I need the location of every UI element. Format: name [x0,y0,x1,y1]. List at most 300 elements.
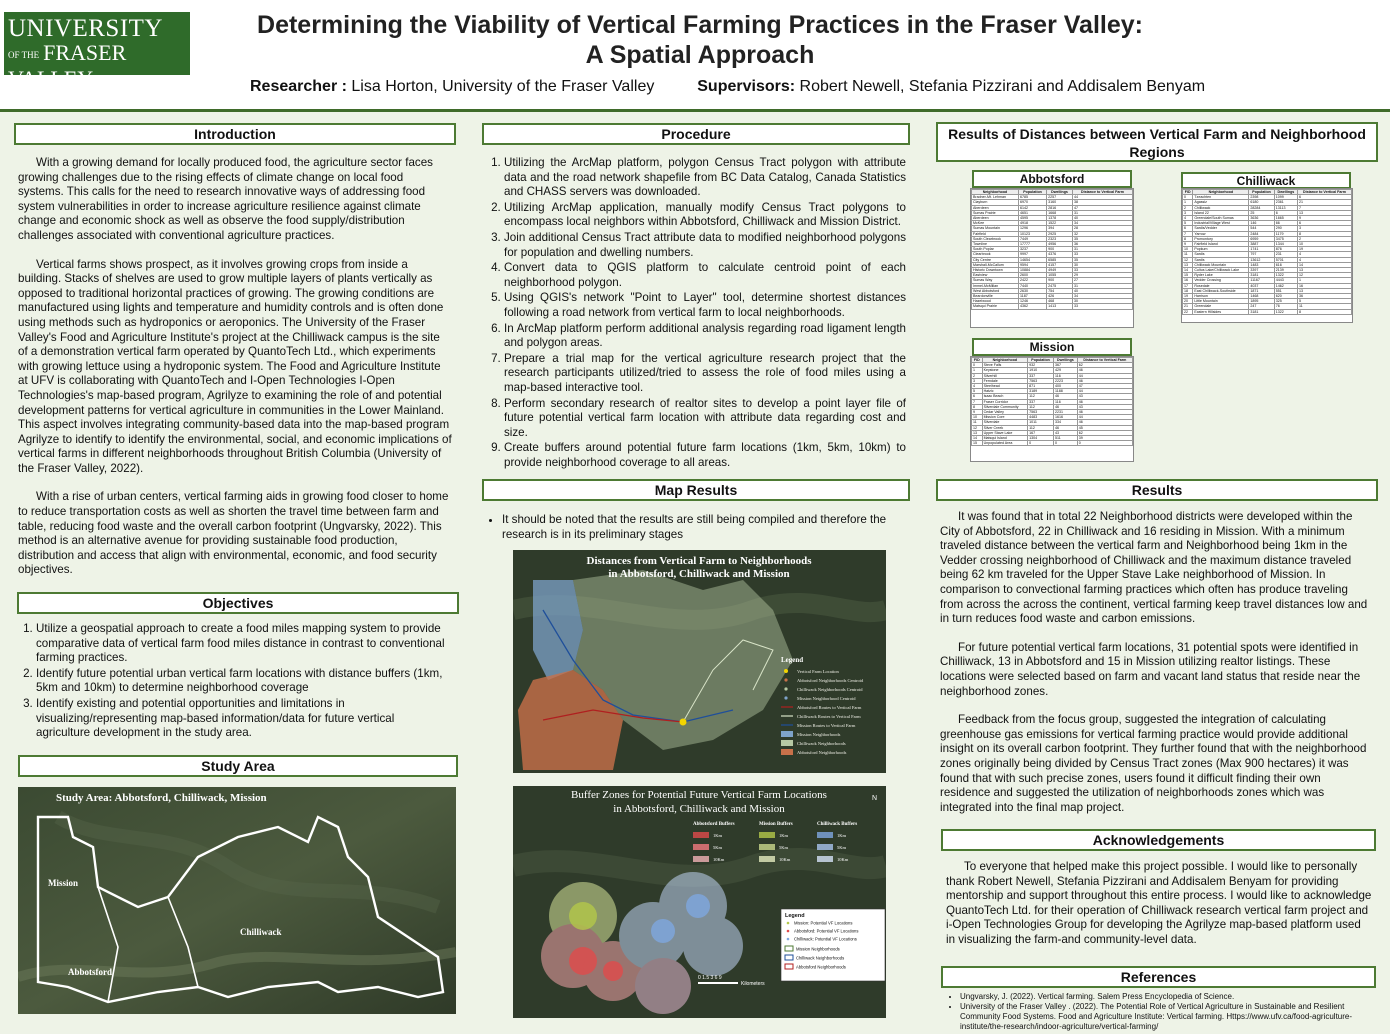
table-cell: 1055 [1047,273,1073,278]
logo-line1: UNIVERSITY [8,15,163,42]
acknowledgements-paragraph: To everyone that helped make this project possible. I would like to personally thank Robert Newell, Stefania Pizzirani and Addisalem Benyam for providing mentorship and support throughout this entire process. I would like to acknowledge QuantoTech Ltd. for their operation of Chilliwack research vertical farm project and i-Open Technologies Group for developing the Agrilyze map-based platform used in visualizing the farm-and community-level data. [946,860,1372,946]
table-cell: 16 [1298,283,1352,288]
table-header-cell: Dwellings [1274,190,1297,195]
table-cell: Steve Falls [982,363,1028,368]
table-cell: 15 [972,441,983,446]
results-paragraph-2: For future potential vertical farm locations, 31 potential spots were identified in Chilliwack, 13 in Abbotsford and 15 in Mission utilizing realtor listings. These locations were selected based on farm and vacant land status that reside near the neighborhood zones. [940,640,1361,698]
distances-legend-item: Chilliwack Neighborhoods [797,741,846,746]
table-cell: 7 [1298,205,1352,210]
procedure-item: 3. Join additional Census Tract attribute data to modified neighborhood polygons for population and dwelling numbers. [504,231,906,260]
table-cell: Ryder Lake [1193,273,1249,278]
poster-header [0,0,1390,112]
table-cell: 3 [1298,226,1352,231]
abbotsford-table [970,188,1134,328]
table-cell: Clayburn [972,200,1019,205]
references-list [946,992,1371,1032]
table-cell: 3475 [1274,236,1297,241]
buffer-legend-item: Abbotsford Neighborhoods [796,964,846,970]
table-header-cell: Neighborhood [972,190,1019,195]
table-cell: 3160 [1047,200,1073,205]
objective-item: 2. Identify future potential urban vertical farm locations with distance buffers (1km, 5km and 10km) to determine neighborhood coverage [36,667,448,696]
procedure-text [486,156,906,471]
table-cell: 1462 [1274,283,1297,288]
introduction-heading: Introduction [14,123,456,145]
table-cell: 4 [1298,257,1352,262]
table-cell: Townline [972,242,1019,247]
table-cell: 46 [1054,404,1078,409]
distances-heading: Results of Distances between Vertical Farm and Neighborhood Regions [936,122,1378,162]
table-cell: Upper Stave Lake [982,430,1028,435]
table-cell: Rosedale [1193,283,1249,288]
north-arrow: N [872,795,878,802]
table-header-cell: Distance to Vertical Farm [1298,190,1352,195]
table-cell: 4157 [1047,262,1073,267]
table-cell: 4362 [1018,304,1046,309]
table-cell: 9 [1183,242,1193,247]
table-cell: 7449 [1018,236,1046,241]
table-cell: 337 [1028,373,1054,378]
table-cell: 13113 [1274,205,1297,210]
table-cell: Matsqui Island [982,436,1028,441]
table-cell: 38 [1072,200,1132,205]
table-cell: 5 [1298,299,1352,304]
buffer-row-label: 5Km [779,845,788,850]
table-cell: 2630 [1018,288,1046,293]
table-row [972,304,1133,309]
table-cell: Eastern Hillsides [1193,309,1249,314]
buffer-head-mission: Mission Buffers [759,822,793,827]
supervisors-names: Robert Newell, Stefania Pizzirani and Addisalem Benyam [799,78,1206,95]
poster-title: Determining the Viability of Vertical Farming Practices in the Fraser Valley: A Spatial Approach [257,11,1143,69]
table-cell: 3189 [1028,389,1054,394]
distances-map-svg [513,550,886,773]
table-cell: 334 [1054,420,1078,425]
table-cell: 44 [1077,389,1132,394]
table-cell: South Clearbrook [972,236,1019,241]
table-cell: 1179 [1274,231,1297,236]
table-cell: 62 [1077,430,1132,435]
table-cell: 46 [1077,399,1132,404]
table-cell: 8 [1298,309,1352,314]
references-heading: References [941,966,1376,988]
table-cell: 33 [1072,268,1132,273]
table-cell: 11 [972,420,983,425]
table-cell: Industrial/Village West [1193,221,1249,226]
procedure-item: 5. Using QGIS's network "Point to Layer" tool, determine shortest distances following a road network from vertical farm to local neighborhoods. [504,291,906,320]
table-cell: 2257 [1047,195,1073,200]
intro-paragraph-2: Vertical farms shows prospect, as it involves growing crops from inside a building. Stacks of shelves are used to grow multiple layers of plants vertically as opposed to traditional horizontal practices of growing. The growing conditions are manufactured using lights and temperature and humidity controls and is often done using methods such as hydroponics or aeroponics. The University of the Fraser Valley's Food and Agriculture Institute's project at the Chilliwack campus is the site of a demonstration vertical farm operated by QuantoTech Ltd., which experiments with growing lettuce using a hydroponic system. The Food and Agriculture Institute at UFV is collaborating with QuantoTech and I-Open Technologies I-Open Technologies's map-based program, Agrilyze to examining the role of and potential development patterns for vertical agriculture in communities in the Lower Mainland. This aspect involves integrating community-based data into the map-based program Agrilyze to identify to identify the environmental, social, and economic implications of vertical farms in different neighborhoods throughout British Columbia (University of the Fraser Valley, 2022). [18,257,452,475]
table-cell: Silverhill [982,373,1028,378]
table-cell: Fairfield Island [1193,242,1249,247]
table-cell: Island 22 [1193,210,1249,215]
table-cell: 13 [1183,262,1193,267]
table-cell: 33 [1072,252,1132,257]
table-cell: 28284 [1249,205,1274,210]
objective-item: 1. Utilize a geospatial approach to create a food miles mapping system to provide comparative data of vertical farm food miles distance in contrast to conventional farming practices. [36,622,448,666]
table-cell: Fraser Corridor [982,399,1028,404]
distances-legend-item: Mission Neighborhood Centroid [797,696,856,701]
results-paragraph-1: It was found that in total 22 Neighborhood districts were developed within the City of Abbotsford, 22 in Chilliwack and 16 residing in Mission. With a minimum traveled distance between the vertical farm and Neighborhood being 1km in the Vedder crossing neighborhood of Chilliwack and the maximum distance traveled being 62 km traveled for the Upper Stave Lake neighborhood of Mission. In comparison to convectional farming practices which often has produce traveling from across the across the continent, vertical farming keep travel distances low and in turn reduces food waste and carbon emissions. [940,510,1368,626]
table-cell: 337 [1028,399,1054,404]
table-cell: 9 [972,410,983,415]
table-cell: Unpopulated Area [982,441,1028,446]
table-cell: 4 [1183,216,1193,221]
table-cell: 1 [1183,200,1193,205]
table-cell: Little Mountain [1193,299,1249,304]
table-cell: 0 [1077,441,1132,446]
label-chilliwack: Chilliwack [240,927,282,937]
table-cell: 616 [1274,262,1297,267]
table-cell: Silver Creek [982,425,1028,430]
table-cell: 46 [1077,420,1132,425]
table-cell: 6959 [1249,236,1274,241]
table-header-cell: Population [1249,190,1274,195]
table-cell: 4 [1298,252,1352,257]
table-cell: 6785 [1018,195,1046,200]
distances-legend-item: Abbotsford Neighborhoods Centroid [797,678,864,683]
table-cell: 551 [1274,288,1297,293]
table-header-cell: Dwellings [1047,190,1073,195]
table-header-cell: Distance to Vertical Farm [1072,190,1132,195]
table-cell: Greendale [1193,304,1249,309]
procedure-item: 9. Create buffers around potential future farm locations (1km, 5km, 10km) to provide neighborhood coverage to all areas. [504,441,906,470]
table-cell: Sardis/Vedder [1193,226,1249,231]
table-cell: 62 [1077,363,1132,368]
table-cell: Ferndale [982,378,1028,383]
table-cell: 7440 [1018,283,1046,288]
procedure-item: 6. In ArcMap platform perform additional analysis regarding road ligament length and polygon areas. [504,322,906,351]
table-cell: 19 [1298,247,1352,252]
table-cell: 17 [1183,283,1193,288]
table-cell: 40 [1072,288,1132,293]
buffer-map-title-l1: Buffer Zones for Potential Future Vertical Farm Locations [571,789,827,801]
table-cell: 11 [1183,252,1193,257]
table-cell: 31 [1072,283,1132,288]
table-cell: 1895 [1249,299,1274,304]
buffer-row-label: 5Km [713,845,722,850]
distances-legend-title: Legend [781,656,804,664]
table-cell: Matsqui Prairie [972,304,1019,309]
results-text [940,510,1372,829]
reference-item: • Ungvarsky, J. (2022). Vertical farming. Salem Press Encyclopedia of Science. [960,992,1371,1002]
buffer-row-label: 10Km [713,857,725,862]
table-cell: 1322 [1274,309,1297,314]
table-cell: 15 [1183,273,1193,278]
table-cell: 44 [1072,195,1132,200]
table-cell: Agassiz [1193,200,1249,205]
table-cell: 6180 [1249,200,1274,205]
table-cell: 9 [1298,216,1352,221]
study-area-heading: Study Area [18,755,458,777]
table-header-cell: Distance to Vertical Farm [1077,358,1132,363]
table-cell: Tzeachten [1193,195,1249,200]
table-cell: 14654 [1018,257,1046,262]
table-header-cell: Dwellings [1054,358,1078,363]
table-cell: Historic Downtown [972,268,1019,273]
buffer-legend-item: Mission Neighborhoods [796,946,840,952]
table-cell: Greendale/South Sumas [1193,216,1249,221]
table-cell: 247 [1249,304,1274,309]
table-cell: 1910 [1028,368,1054,373]
table-cell: 14 [972,436,983,441]
table-cell: 5701 [1274,257,1297,262]
table-cell: 13 [1298,288,1352,293]
table-cell: Hatzic [982,389,1028,394]
table-cell: 1378 [1047,216,1073,221]
table-cell: Fairfield [972,231,1019,236]
objective-item: 3. Identify existing and potential opportunities and limitations in visualizing/representing map-based information/data for future vertical agriculture development in the study area. [36,697,448,741]
table-cell: Aberdeen [972,205,1019,210]
table-cell: 367 [1054,363,1078,368]
map-results-heading: Map Results [482,479,910,501]
table-cell: South Poplar [972,247,1019,252]
table-cell: 4956 [1047,242,1073,247]
table-cell: 11167 [1249,278,1274,283]
table-cell: Sardis [1193,257,1249,262]
distances-map [513,550,886,773]
table-header-cell: Population [1018,190,1046,195]
table-cell: 3181 [1249,309,1274,314]
table-cell: West Abbotsford [972,288,1019,293]
table-cell: 797 [1249,252,1274,257]
table-cell: 35 [1072,236,1132,241]
table-cell: 25 [1249,210,1274,215]
table-cell: 27 [1072,278,1132,283]
table-cell: 11 [1298,304,1352,309]
mission-data-table [971,357,1133,446]
table-cell: Harrison [1193,294,1249,299]
table-cell: Hazelwood [972,299,1019,304]
table-cell: 76 [1274,304,1297,309]
label-mission: Mission [48,878,79,888]
table-cell: 31 [1072,210,1132,215]
table-cell: 7563 [1028,378,1054,383]
buffer-head-chilliwack: Chilliwack Buffers [817,822,858,827]
map-results-note-item: • It should be noted that the results are still being compiled and therefore the research is in its preliminary stages [502,513,906,542]
procedure-item: 8. Perform secondary research of realtor sites to develop a point layer file of future potential vertical farm location with attribute data regarding cost and size. [504,397,906,441]
mission-table-title: Mission [972,338,1132,356]
table-cell: 3397 [1249,268,1274,273]
table-cell: 6 [1298,195,1352,200]
table-cell: 47 [1077,384,1132,389]
table-row [972,441,1133,446]
buffer-zones-map [513,786,886,1018]
intro-paragraph-3: With a rise of urban centers, vertical farming aids in growing food closer to home to reduce transportation costs as well as shorten the travel time between farm and table, reducing food waste and the overall carbon footprint (Ungvarsky, 2022). This method is an alternative avenue for providing sustainable food production, distribution and access that align with environmental, economic, and food security objectives. [18,490,449,577]
acknowledgements-heading: Acknowledgements [941,829,1376,851]
table-cell: 394 [1047,226,1073,231]
table-cell: Isaac Beach [982,394,1028,399]
study-area-map-title: Study Area: Abbotsford, Chilliwack, Mission [56,792,267,804]
table-cell: Steelhead [982,384,1028,389]
table-cell: Chilliwack Mountain [1193,262,1249,267]
table-cell: 1246 [1018,299,1046,304]
table-cell: Keystone [982,368,1028,373]
table-cell: 12 [1183,257,1193,262]
table-cell: 754 [1047,288,1073,293]
table-cell: 22 [1183,309,1193,314]
table-cell: Cedar Valley [982,410,1028,415]
buffer-row-label: 10Km [779,857,791,862]
intro-paragraph-1: With a growing demand for locally produced food, the agriculture sector faces growing challenges due to the rising effects of climate change on local food systems. This calls for the need to research innovative ways of addressing food system vulnerabilities in order to increase agriculture resilience against climate change and economic shock as well as observe the food supply/distribution challenges associated with conventional agriculture practices. [18,156,433,242]
table-cell: Eastview [972,273,1019,278]
distances-legend-item: Mission Neighborhoods [797,732,841,737]
table-cell: Sumas Prairie [972,210,1019,215]
table-cell: 871 [1028,384,1054,389]
table-cell: 2600 [1018,273,1046,278]
table-cell: 8 [1298,231,1352,236]
table-cell: Mission Core [982,415,1028,420]
table-cell: 4918 [1018,221,1046,226]
table-cell: 2223 [1054,378,1078,383]
table-cell: 14 [1298,262,1352,267]
procedure-item: 7. Prepare a trial map for the vertical agriculture research project that the research participants utilized/tried to assess the role of food miles using a map-based interactive tool. [504,352,906,396]
researcher-name: Lisa Horton, University of the Fraser Valley [351,78,655,95]
table-cell: 13 [1298,210,1352,215]
table-cell: Popkum [1193,247,1249,252]
distances-legend-item: Abbotsford Routes to Vertical Farm [797,705,862,710]
table-header-cell: Neighborhood [1193,190,1249,195]
table-cell: 12 [1298,273,1352,278]
table-cell: 34 [1072,294,1132,299]
procedure-item: 1. Utilizing the ArcMap platform, polygon Census Tract polygon with attribute data and the road network shapefile from BC Data Catalog, Canada Statistics and CHASS servers was downloaded. [504,156,906,200]
table-cell: 3636 [1249,216,1274,221]
study-area-map [18,787,456,1014]
table-cell: 16 [1183,278,1193,283]
table-cell: 1665 [1274,216,1297,221]
table-cell: 1871 [1249,288,1274,293]
table-cell: Promontory [1193,236,1249,241]
table-cell: 7 [972,399,983,404]
table-cell: 2475 [1047,283,1073,288]
table-cell: 6585 [1047,257,1073,262]
table-cell: 1468 [1249,294,1274,299]
table-cell: 3 [1183,210,1193,215]
table-cell: 2816 [1047,205,1073,210]
table-cell: 4949 [1047,268,1073,273]
table-cell: 2484 [1249,231,1274,236]
table-cell: 5 [1183,221,1193,226]
buffer-row-label: 10Km [837,857,849,862]
table-cell: 18 [1183,288,1193,293]
table-cell: 3887 [1249,242,1274,247]
table-cell: 32 [1072,231,1132,236]
table-cell: 29 [1072,273,1132,278]
table-cell: 1741 [1249,247,1274,252]
table-cell: 6142 [1018,205,1046,210]
table-cell: 1483 [1249,262,1274,267]
table-cell: 2361 [1274,200,1297,205]
table-cell: 1188 [1054,389,1078,394]
table-cell: 112 [1028,404,1054,409]
table-cell: 0 [1183,195,1193,200]
researcher-label: Researcher : [250,78,347,95]
buffer-legend-title: Legend [785,913,805,919]
table-cell: 6970 [1018,200,1046,205]
buffer-map-title-l2: in Abbotsford, Chilliwack and Mission [613,803,785,815]
label-abbotsford: Abbotsford [68,967,113,977]
table-header-cell: Population [1028,358,1054,363]
table-cell: 13612 [1249,257,1274,262]
table-header-row [972,190,1133,195]
table-cell: 1011 [1028,420,1054,425]
table-cell: Immel-McMillan [972,283,1019,288]
table-cell: 2 [972,373,983,378]
table-cell: East Chilliwack-Southside [1193,288,1249,293]
table-cell: 2925 [1047,231,1073,236]
table-cell: 112 [1028,394,1054,399]
table-cell: 900 [1047,278,1073,283]
table-cell: 43 [1077,394,1132,399]
table-cell: Beardonville [972,294,1019,299]
table-cell: 7 [1183,231,1193,236]
logo-line2: FRASER VALLEY [8,40,127,91]
table-cell: 1099 [1274,195,1297,200]
buffer-row-label: 5Km [837,845,846,850]
table-cell: 44 [1077,373,1132,378]
table-cell: 325 [1274,299,1297,304]
table-cell: 6 [1298,221,1352,226]
scale-bar-text: 0 1.5 3 6 9 [698,975,722,981]
table-cell: 4037 [1249,283,1274,288]
table-cell: 28 [1072,226,1132,231]
study-area-svg [18,787,456,1014]
table-cell: 19 [1183,294,1193,299]
table-cell: 46 [1077,368,1132,373]
table-cell: City Centre [972,257,1019,262]
table-cell: 10 [1183,247,1193,252]
table-cell: 3181 [1249,273,1274,278]
table-cell: 2 [1298,236,1352,241]
table-cell: 429 [1054,368,1078,373]
buffer-legend-item: Abbotsford: Potential VF Locations [794,928,859,934]
table-cell: 1344 [1274,242,1297,247]
table-cell: 33 [1072,304,1132,309]
distances-legend-item: Vertical Farm Location [797,669,839,674]
table-cell: 30 [1072,299,1132,304]
table-cell: Sumas Mountain [972,226,1019,231]
buffer-zones-map-svg [513,786,886,1018]
table-cell: 46 [1077,378,1132,383]
table-cell: 1 [972,368,983,373]
table-cell: 426 [1047,294,1073,299]
table-header-cell: Neighborhood [982,358,1028,363]
table-cell: 0 [1054,441,1078,446]
procedure-item: 4. Convert data to QGIS platform to calculate centroid point of each neighborhood polygon. [504,261,906,290]
table-cell: 116 [1054,399,1078,404]
table-cell: 5 [972,389,983,394]
table-cell: 12 [972,425,983,430]
table-cell: 1322 [1274,273,1297,278]
buffer-legend-item: Chilliwack Neighborhoods [796,955,845,961]
table-cell: Aberdeen [972,216,1019,221]
chilliwack-table [1181,188,1353,323]
table-cell: 1413 [1047,304,1073,309]
table-cell: 1304 [1028,436,1054,441]
scale-bar-unit: Kilometers [741,981,765,987]
table-cell: 34 [1072,221,1132,226]
mission-table [970,356,1134,462]
table-cell: 30 [1072,262,1132,267]
table-cell: 290 [1274,226,1297,231]
distances-map-title-l2: in Abbotsford, Chilliwack and Mission [608,568,790,580]
buffer-row-label: 1Km [837,833,846,838]
table-cell: 7563 [1028,410,1054,415]
table-cell: 0 [972,363,983,368]
table-cell: 43 [1054,430,1078,435]
table-cell: 8 [972,404,983,409]
table-cell: 2231 [1054,410,1078,415]
table-cell: 14 [1183,268,1193,273]
